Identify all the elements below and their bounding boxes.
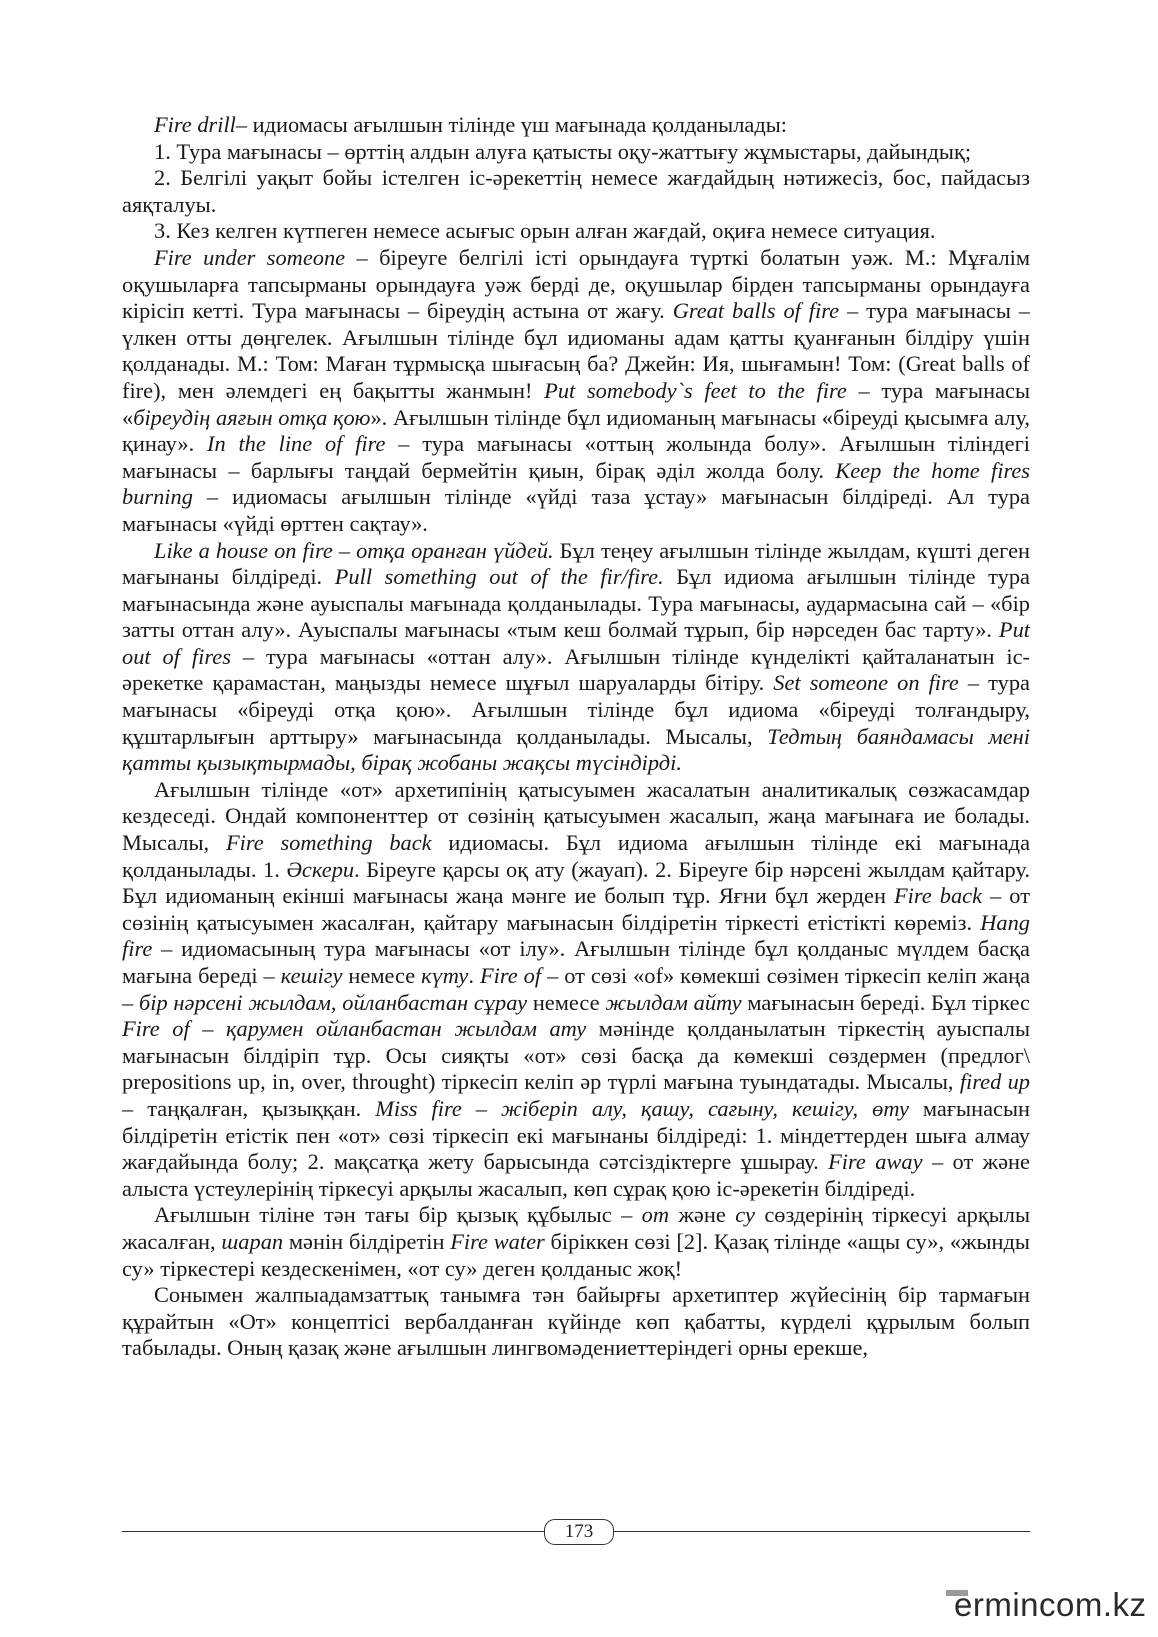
paragraph-8: Ағылшын тіліне тән тағы бір қызық құбылыс – от және су сөздерінің тіркесуі арқылы жасалған, шарап мәнін білдіретін Fire water біріккен сөзі [2]. Қазақ тілінде «ащы су», «жынды су» тіркестері кездескенімен, «от су» деген қолданыс жоқ! <box>122 1202 1030 1281</box>
page-body <box>122 112 1030 1362</box>
page-number: 173 <box>544 1519 614 1545</box>
paragraph-2: 1. Тура мағынасы – өрттің алдын алуға қатысты оқу-жаттығу жұмыстары, дайындық; <box>154 138 972 164</box>
logo-text: ermincom.kz <box>954 1586 1147 1623</box>
paragraph-5: Fire under someone – біреуге белгілі істі орындауға түрткі болатын уәж. М.: Мұғалім оқушыларға тапсырманы орындауға уәж берді де, оқушылар бірден тапсырманы орындауға кірісіп кетті. Тура мағынасы – біреудің астына от жағу. Great balls of fire – тура мағынасы – үлкен отты дөңгелек. Ағылшын тілінде бұл идиоманы адам қатты қуанғанын білдіру үшін қолданады. М.: Том: Маған тұрмысқа шығасың ба? Джейн: Ия, шығамын! Том: (Great balls of fire), мен әлемдегі ең бақытты жанмын! Put somebody`s feet to the fire – тура мағынасы «біреудің аяғын отқа қою». Ағылшын тілінде бұл идиоманың мағынасы «біреуді қысымға алу, қинау». In the line of fire – тура мағынасы «оттың жолында болу». Ағылшын тіліндегі мағынасы – барлығы таңдай бермейтін қиын, бірақ әділ жолда болу. Keep the home fires burning – идиомасы ағылшын тілінде «үйді таза ұстау» мағынасын білдіреді. Ал тура мағынасы «үйді өрттен сақтау». <box>122 244 1031 536</box>
paragraph-3: 2. Белгілі уақыт бойы істелген іс-әрекеттің немесе жағдайдың нәтижесіз, бос, пайдасыз аяқталуы. <box>122 165 1030 217</box>
paragraph-4: 3. Кез келген күтпеген немесе асығыс орын алған жағдай, оқиға немесе ситуация. <box>154 218 936 244</box>
paragraph-1: Fire drill– идиомасы ағылшын тілінде үш мағынада қолданылады: <box>154 112 787 137</box>
term-fire-drill: Fire drill <box>154 112 236 137</box>
site-watermark-logo <box>946 1582 1147 1628</box>
paragraph-6: Like a house on fire – отқа оранған үйдей. Бұл теңеу ағылшын тілінде жылдам, күшті деген мағынаны білдіреді. Pull something out of the fir/fire. Бұл идиома ағылшын тілінде тура мағынасында және ауыспалы мағынада қолданылады. Тура мағынасы, аудармасына сай – «бір затты оттан алу». Ауыспалы мағынасы «тым кеш болмай тұрып, бір нәрседен бас тарту». Put out of fires – тура мағынасы «оттан алу». Ағылшын тілінде күнделікті қайталанатын іс-әрекетке қарамастан, маңызды немесе шұғыл шаруаларды бітіру. Set someone on fire – тура мағынасы «біреуді отқа қою». Ағылшын тілінде бұл идиома «біреуді толғандыру, құштарлығын арттыру» мағынасында қолданылады. Мысалы, Тедтың баяндамасы мені қатты қызықтырмады, бірақ жобаны жақсы түсіндірді. <box>122 537 1031 776</box>
paragraph-7: Ағылшын тілінде «от» архетипінің қатысуымен жасалатын аналитикалық сөзжасамдар кездеседі. Ондай компоненттер от сөзінің қатысуымен жасалып, жаңа мағынаға ие болады. Мысалы, Fire something back идиомасы. Бұл идиома ағылшын тілінде екі мағынада қолданылады. 1. Әскери. Біреуге қарсы оқ ату (жауап). 2. Біреуге бір нәрсені жылдам қайтару. Бұл идиоманың екінші мағынасы жаңа мәнге ие болып тұр. Яғни бұл жерден Fire back – от сөзінің қатысуымен жасалған, қайтару мағынасын білдіретін тіркесті етістікті көреміз. Hang fire – идиомасының тура мағынасы «от ілу». Ағылшын тілінде бұл қолданыс мүлдем басқа мағына береді – кешігу немесе күту. Fire of – от сөзі «of» көмекші сөзімен тіркесіп келіп жаңа – бір нәрсені жылдам, ойланбастан сұрау немесе жылдам айту мағынасын береді. Бұл тіркес Fire of – қарумен ойланбастан жылдам ату мәнінде қолданылатын тіркестің ауыспалы мағынасын білдіріп тұр. Осы сияқты «от» сөзі басқа да көмекші сөздермен (предлог\ prepositions up, in, over, throught) тіркесіп келіп әр түрлі мағына туындатады. Мысалы, fired up – таңқалған, қызыққан. Miss fire – жіберіп алу, қашу, сағыну, кешігу, өту мағынасын білдіретін етістік пен «от» сөзі тіркесіп екі мағынаны білдіреді: 1. міндеттерден шыға алмау жағдайында болу; 2. мақсатқа жету барысында сәтсіздіктерге ұшырау. Fire away – от және алыста үстеулерінің тіркесуі арқылы жасалып, көп сұрақ қою іс-әрекетін білдіреді. <box>122 776 1031 1201</box>
paragraph-9: Сонымен жалпыадамзаттық танымға тән байырғы архетиптер жүйесінің бір тармағын құрайтын «От» концептісі вербалданған күйінде көп қабатты, күрделі құрылым болып табылады. Оның қазақ және ағылшын лингвомәдениеттеріндегі орны ерекше, <box>122 1282 1030 1361</box>
